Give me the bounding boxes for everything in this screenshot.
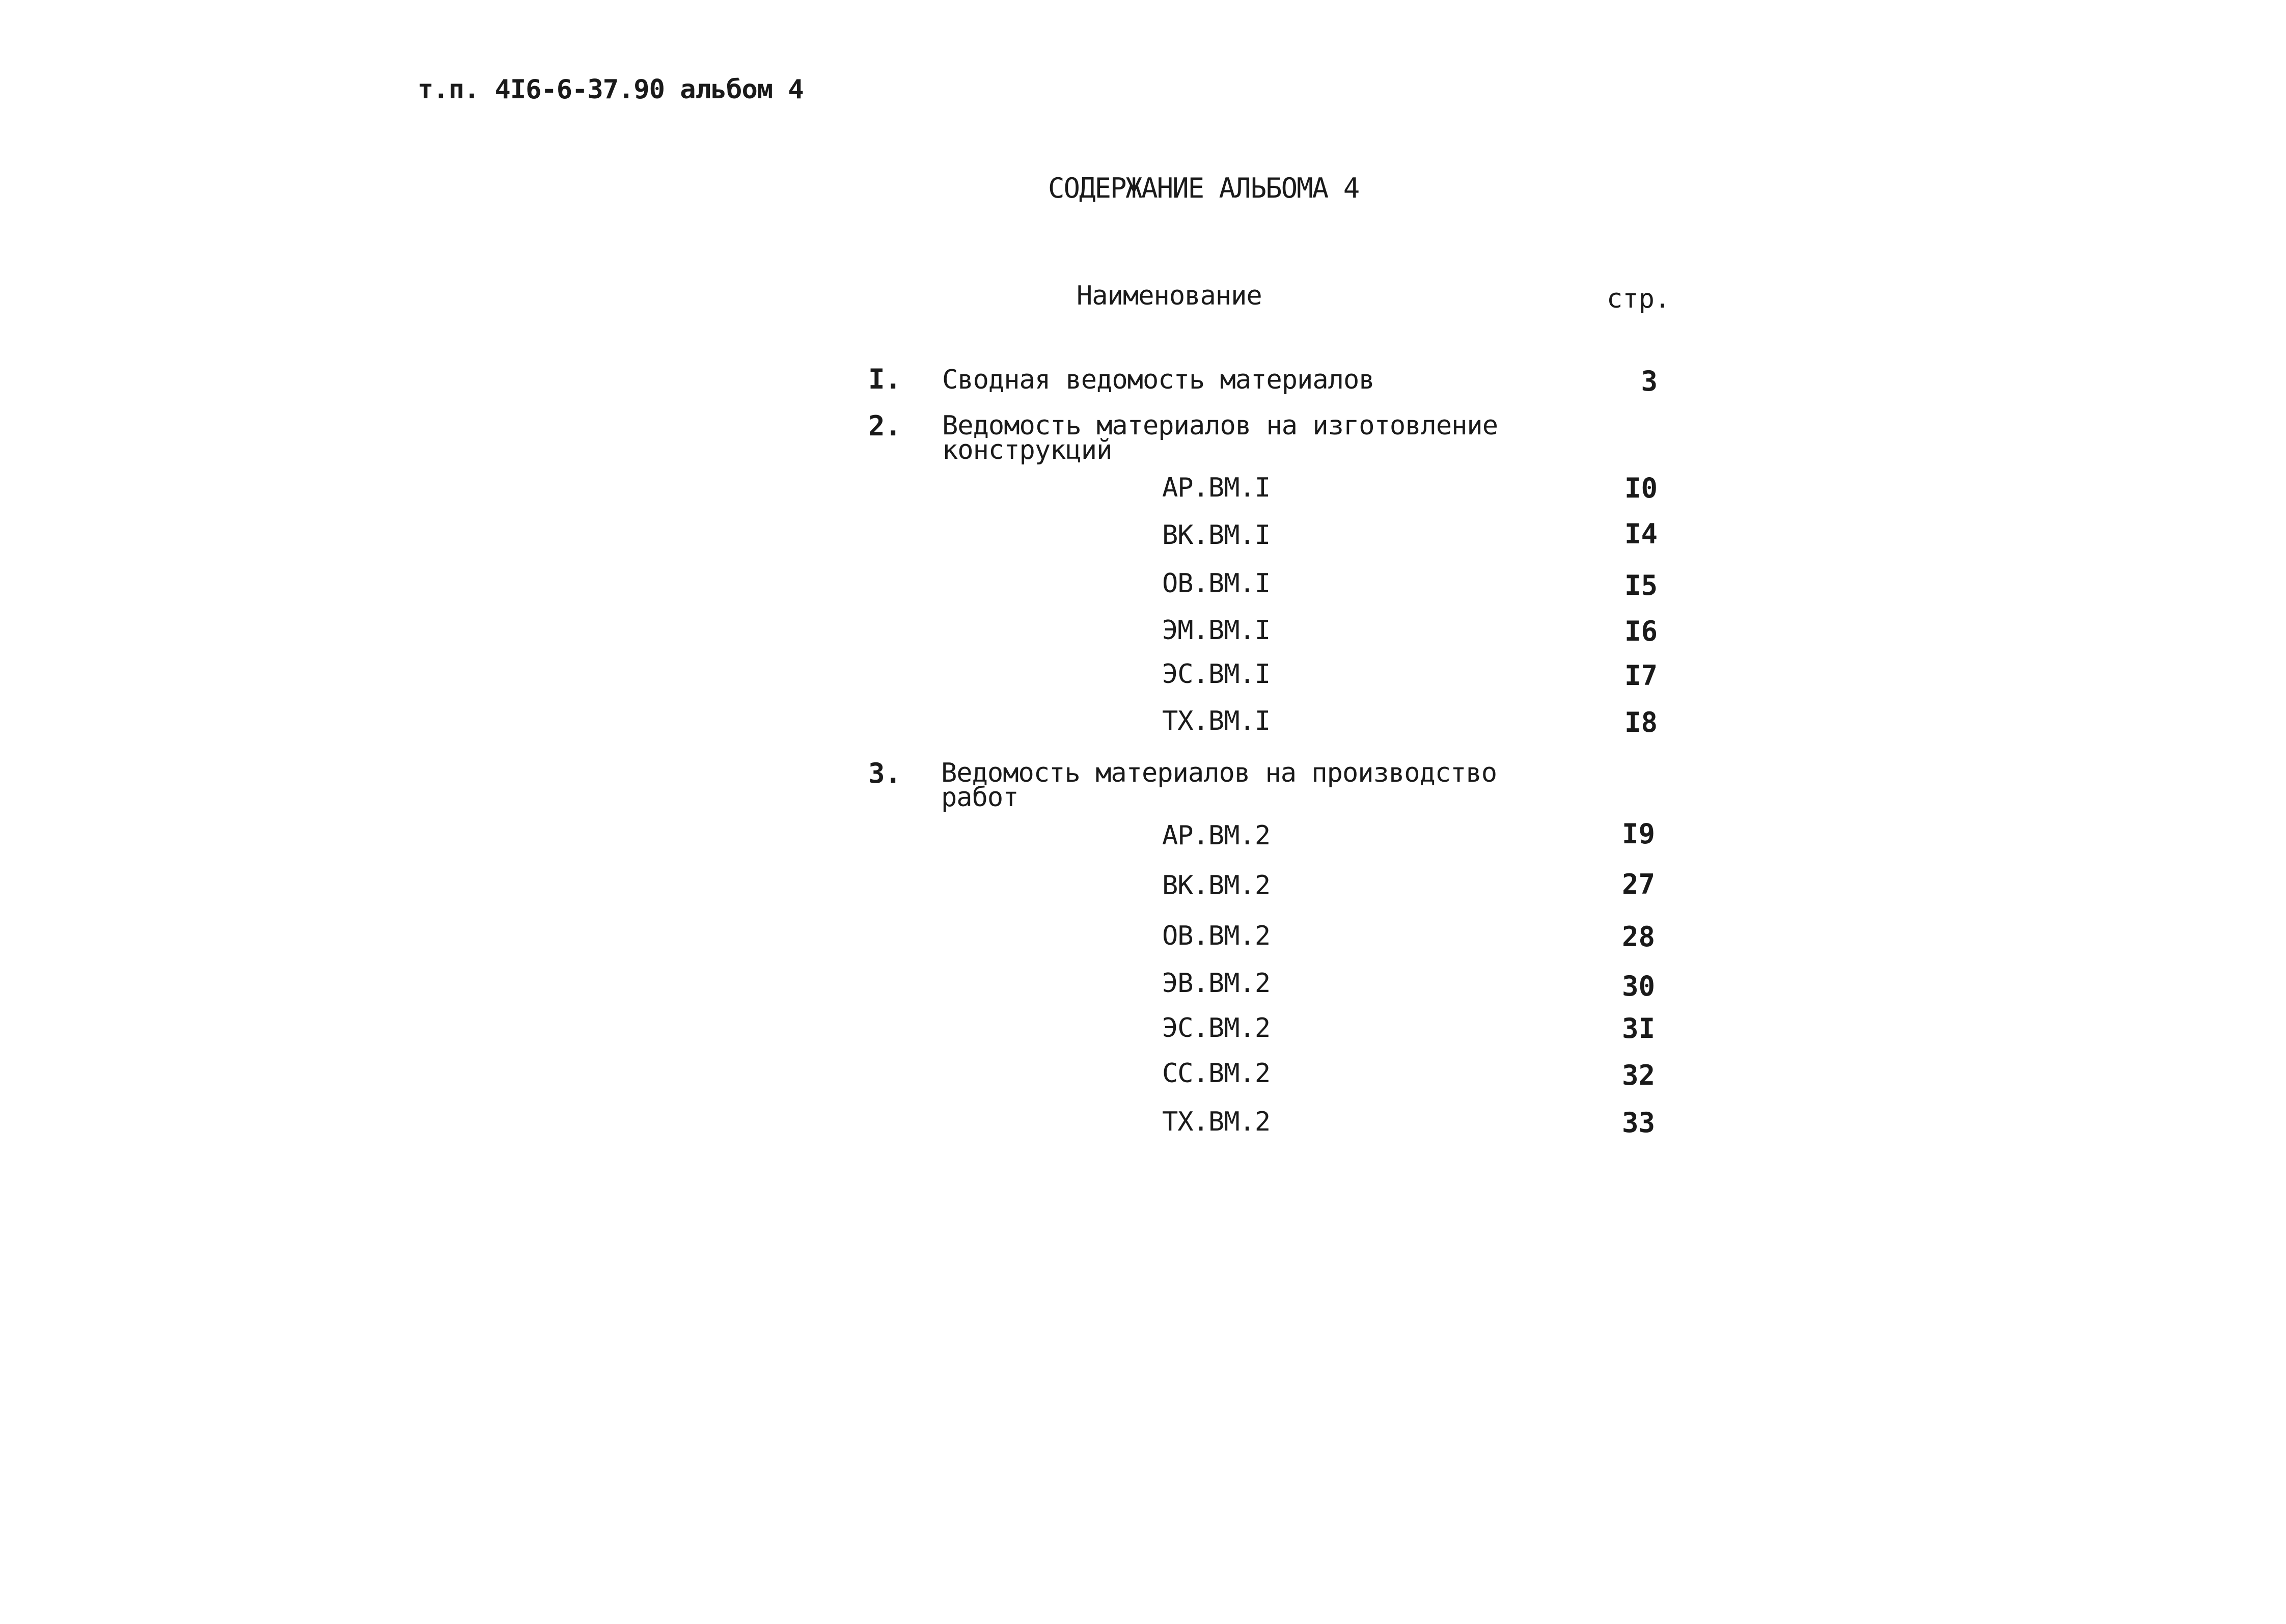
item-code: ЭС.ВМ.I — [1162, 659, 1271, 690]
item-code: ВК.ВМ.2 — [1162, 870, 1271, 901]
section-title-line: Ведомость материалов на производство — [941, 758, 1497, 788]
item-page: 33 — [1621, 1107, 1655, 1139]
item-page: I8 — [1624, 706, 1658, 738]
item-code: ТХ.ВМ.I — [1162, 706, 1271, 736]
item-page: 30 — [1621, 970, 1655, 1002]
item-code: ЭС.ВМ.2 — [1162, 1013, 1271, 1043]
item-code: ОВ.ВМ.2 — [1162, 921, 1271, 951]
page-title: СОДЕРЖАНИЕ АЛЬБОМА 4 — [1048, 172, 1359, 204]
item-code: АР.ВМ.2 — [1162, 820, 1271, 851]
section-page: 3 — [1641, 365, 1658, 397]
item-code: СС.ВМ.2 — [1162, 1058, 1271, 1089]
item-page: I7 — [1624, 659, 1658, 692]
item-page: I0 — [1624, 472, 1658, 504]
item-code: ТХ.ВМ.2 — [1162, 1107, 1271, 1137]
section-title-line: конструкций — [942, 435, 1112, 465]
section-number: I. — [868, 363, 902, 395]
item-page: 27 — [1621, 868, 1655, 900]
column-header-page: стр. — [1607, 284, 1671, 314]
column-header-name: Наименование — [1077, 281, 1262, 311]
section-number: 3. — [868, 757, 902, 789]
item-code: АР.ВМ.I — [1162, 473, 1271, 503]
document-header: т.п. 4I6-6-37.90 альбом 4 — [418, 74, 804, 105]
item-code: ВК.ВМ.I — [1162, 520, 1271, 550]
item-page: 3I — [1621, 1012, 1655, 1044]
item-code: ЭМ.ВМ.I — [1162, 615, 1271, 646]
item-code: ОВ.ВМ.I — [1162, 568, 1271, 599]
item-page: I9 — [1621, 818, 1655, 850]
item-page: I5 — [1624, 569, 1658, 601]
section-number: 2. — [868, 410, 902, 442]
item-page: I4 — [1624, 518, 1658, 550]
section-title-line: Сводная ведомость материалов — [942, 365, 1374, 395]
item-page: 28 — [1621, 921, 1655, 953]
section-title-line: Ведомость материалов на изготовление — [942, 410, 1498, 441]
item-page: I6 — [1624, 615, 1658, 647]
item-code: ЭВ.ВМ.2 — [1162, 968, 1271, 999]
section-title-line: работ — [941, 782, 1018, 813]
item-page: 32 — [1621, 1059, 1655, 1091]
